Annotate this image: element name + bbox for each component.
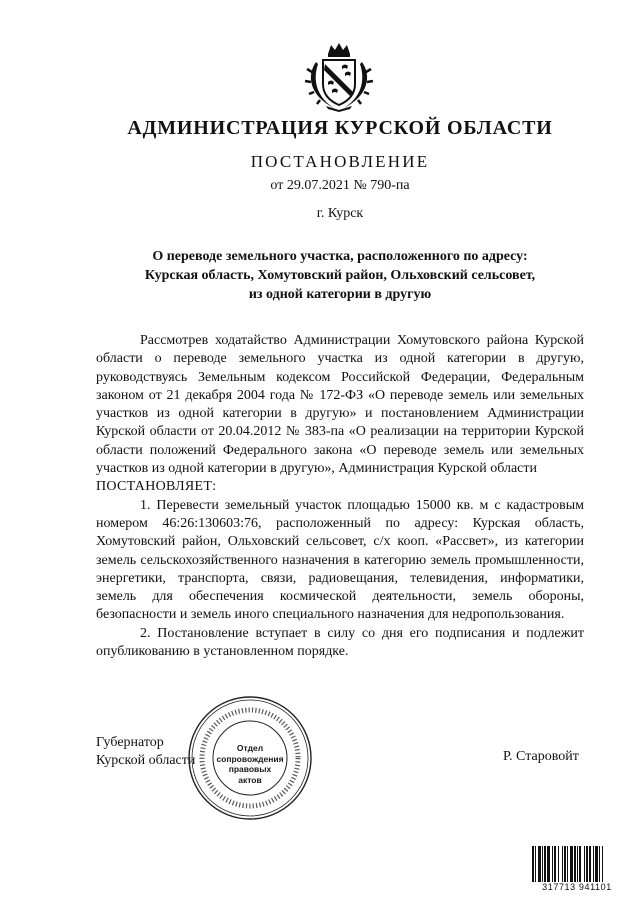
barcode-number: 317713 941101 [542, 882, 612, 892]
stamp-line: Отдел [236, 743, 264, 753]
signatory-position [96, 734, 195, 771]
document-date-number: от 29.07.2021 № 790-па [270, 178, 410, 193]
stamp-line: сопровождения [216, 753, 284, 764]
subject-line: Курская область, Хомутовский район, Ольховский сельсовет, [144, 268, 536, 283]
stamp-text [214, 743, 286, 785]
document-subject [100, 247, 580, 304]
signatory-name: Р. Старовойт [503, 749, 579, 764]
position-line: Губернатор [96, 735, 164, 750]
coat-of-arms-icon [304, 40, 374, 112]
decree-heading: ПОСТАНОВЛЯЕТ: [96, 479, 217, 495]
decree-item-1: 1. Перевести земельный участок площадью 15000 кв. м с кадастровым номером 46:26:130603:76, расположенный по адресу: Курская область, Хомутовский район, Ольховский сельсовет, с/х кооп. «Рассвет», из категории земель сельскохозяйственного назначения в категорию земель промышленности, энергетики, транспорта, связи, радиовещания, телевидения, информатики, земель для обеспечения космической деятельности, земель обороны, безопасности и земель иного специального назначения для недропользования. [96, 497, 584, 623]
decree-item-2: 2. Постановление вступает в силу со дня его подписания и подлежит опубликованию в установленном порядке. [96, 625, 584, 660]
document-type: ПОСТАНОВЛЕНИЕ [250, 152, 430, 171]
barcode [531, 846, 623, 882]
stamp-line: правовых [228, 764, 272, 774]
subject-line: О переводе земельного участка, расположенного по адресу: [152, 249, 528, 264]
document-city: г. Курск [316, 206, 364, 221]
position-line: Курской области [96, 753, 196, 769]
document-body [96, 332, 584, 661]
stamp-line: актов [238, 774, 262, 785]
subject-line: из одной категории в другую [248, 287, 432, 302]
preamble-paragraph: Рассмотрев ходатайство Администрации Хомутовского района Курской области о переводе земельного участка из одной категории в другую, руководствуясь Земельным кодексом Российской Федерации, Федеральным законом от 21 декабря 2004 года № 172-ФЗ «О переводе земель или земельных участков из одной категории в другую» и постановлением Администрации Курской области от 20.04.2012 № 383-па «О реализации на территории Курской области положений Федерального закона «О переводе земель или земельных участков из одной категории в другую», Администрация Курской области [96, 333, 584, 477]
organization-title: АДМИНИСТРАЦИЯ КУРСКОЙ ОБЛАСТИ [127, 117, 553, 139]
